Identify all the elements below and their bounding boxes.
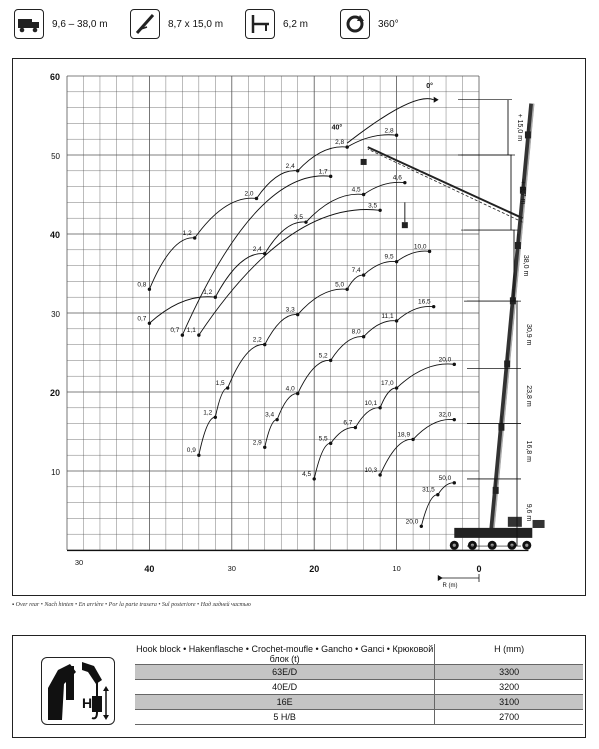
boom-dimension-label: 30,9 m	[525, 324, 532, 346]
spec-max-boom-value: 9,6 – 38,0 m	[52, 18, 108, 30]
load-point	[436, 493, 439, 496]
load-point-label: 20,0	[438, 356, 452, 364]
hook-block-cell: 63E/D	[135, 665, 435, 680]
load-point	[453, 363, 456, 366]
hook-block-table-box	[12, 635, 586, 738]
load-point-label: 0,8	[137, 281, 147, 289]
hook-block	[498, 424, 504, 431]
load-point-label: 20,0	[405, 518, 419, 526]
crane-chassis	[454, 528, 532, 538]
load-point-label: 5,5	[318, 435, 328, 443]
load-point-label: 0,7	[170, 327, 180, 335]
hook-block	[525, 131, 531, 138]
load-point	[411, 438, 414, 441]
load-point-label: 7,4	[351, 267, 361, 275]
load-point	[395, 319, 398, 322]
radius-arrow-head	[438, 575, 443, 581]
load-point	[193, 236, 196, 239]
load-point	[313, 477, 316, 480]
x-tick-label-major: 0	[476, 564, 482, 574]
hook-block-cell: 16E	[135, 695, 435, 710]
y-tick-label-minor: 10	[51, 468, 60, 477]
table-row	[135, 710, 583, 725]
load-point	[148, 288, 151, 291]
load-point-label: 0,9	[186, 447, 196, 455]
boom-dimension-label: + 8,7 m	[519, 180, 526, 205]
y-tick-label-minor: 50	[51, 152, 60, 161]
load-point-label: 1,2	[182, 229, 192, 237]
load-point-label: 4,5	[302, 470, 312, 478]
load-point-label: 1,5	[215, 380, 225, 388]
load-point	[395, 134, 398, 137]
table-header-row	[135, 644, 583, 665]
load-point	[420, 525, 423, 528]
hook-block	[493, 487, 499, 494]
load-point-label: 3,5	[293, 214, 303, 222]
load-point-label: 3,5	[368, 202, 378, 210]
load-point-label: 2,4	[285, 162, 295, 170]
angle-arc	[347, 99, 434, 144]
y-tick-label-major: 40	[49, 230, 60, 240]
load-point	[432, 305, 435, 308]
x-tick-label-major: 40	[144, 564, 155, 574]
hook-block-cell: 40E/D	[135, 680, 435, 695]
spec-outrigger	[245, 8, 308, 40]
load-point	[395, 386, 398, 389]
load-point	[296, 392, 299, 395]
load-point-label: 2,4	[252, 245, 262, 253]
footnote-over-rear: ▪ Over rear • Nach hinten • En arrière • Por la parte trasera • Sul posteriore • Над задней частью	[12, 602, 251, 608]
load-point	[304, 220, 307, 223]
load-point	[329, 175, 332, 178]
wheel-hub	[525, 544, 528, 547]
height-cell: 2700	[435, 710, 583, 725]
height-cell: 3200	[435, 680, 583, 695]
spec-max-boom	[14, 8, 108, 40]
angle-label-40: 40°	[331, 124, 343, 132]
load-point-label: 0,7	[137, 315, 147, 323]
load-point	[181, 333, 184, 336]
footnote-text: Over rear • Nach hinten • En arrière • Por la parte trasera • Sul posteriore • Над задней частью	[15, 602, 251, 608]
load-point	[275, 418, 278, 421]
load-point	[428, 250, 431, 253]
y-tick-label-major: 60	[49, 72, 60, 82]
load-point	[378, 406, 381, 409]
telescopic-boom-icon	[130, 9, 160, 39]
load-point-label: 4,0	[285, 385, 295, 393]
jib-hook-block	[402, 222, 408, 228]
load-point-label: 18,9	[397, 431, 411, 439]
spec-rotation	[340, 8, 399, 40]
height-cell: 3300	[435, 665, 583, 680]
header-hook-block: Hook block • Hakenflasche • Crochet-moufle • Gancho • Ganci • Крюковой блок (t)	[136, 644, 434, 664]
load-point	[453, 481, 456, 484]
load-point	[263, 446, 266, 449]
spec-jib	[130, 8, 223, 40]
boom-dimension-label: 16,8 m	[525, 440, 532, 462]
angle-arrow	[434, 97, 439, 103]
x-tick-label-major: 20	[309, 564, 320, 574]
boom-length-dimensions	[458, 100, 532, 546]
boom-dimension-label: 23,8 m	[525, 385, 532, 407]
load-point-label: 31,5	[422, 486, 435, 494]
outrigger-base-icon	[245, 9, 275, 39]
load-point	[148, 322, 151, 325]
table-row	[135, 680, 583, 695]
table-row	[135, 695, 583, 710]
load-point	[296, 313, 299, 316]
hook-block	[515, 242, 521, 249]
load-point	[362, 335, 365, 338]
y-tick-label-minor: 30	[51, 310, 60, 319]
load-point	[378, 209, 381, 212]
load-point-label: 16,5	[418, 298, 431, 306]
y-tick-label-major: 20	[49, 388, 60, 398]
header-height: H (mm)	[435, 644, 583, 665]
wheel-hub	[453, 544, 456, 547]
load-curve	[380, 419, 454, 475]
load-point	[214, 296, 217, 299]
load-point-label: 4,6	[392, 174, 402, 182]
hook-block-cell: 5 H/B	[135, 710, 435, 725]
height-cell: 3100	[435, 695, 583, 710]
load-point	[354, 426, 357, 429]
load-point	[362, 193, 365, 196]
truck-front-icon	[14, 9, 44, 39]
load-point-label: 3,4	[265, 411, 275, 419]
load-point	[403, 181, 406, 184]
chart-axis-labels	[50, 72, 482, 589]
table-row	[135, 665, 583, 680]
load-point-label: 6,7	[343, 419, 353, 427]
boom-dimension-label: + 15,0 m	[516, 113, 523, 142]
load-point-label: 32,0	[438, 411, 452, 419]
load-point-label: 2,8	[384, 127, 394, 135]
x-tick-label-minor: 30	[227, 564, 236, 573]
load-point	[214, 416, 217, 419]
load-point-label: 2,8	[335, 139, 345, 147]
load-point	[255, 197, 258, 200]
boom-highlight	[493, 104, 533, 535]
load-chart	[12, 58, 586, 596]
load-point-label: 8,0	[351, 328, 361, 336]
load-point	[329, 359, 332, 362]
boom	[491, 104, 531, 535]
load-point-label: 17,0	[380, 380, 394, 388]
load-point-label: 10,3	[364, 466, 378, 474]
load-points	[137, 127, 456, 528]
crane-front	[533, 520, 545, 528]
jib-lattice	[368, 149, 523, 222]
load-point	[345, 145, 348, 148]
spec-rotation-value: 360°	[378, 18, 399, 30]
hook-block-icon	[41, 657, 115, 725]
load-point-label: 1,1	[186, 327, 196, 335]
crane-cab	[508, 517, 522, 527]
load-point-label: 9,5	[384, 253, 394, 261]
load-point	[362, 273, 365, 276]
load-point	[296, 169, 299, 172]
angle-label-0: 0°	[426, 82, 433, 90]
load-point-label: 10,0	[413, 243, 427, 251]
boom-dimension-label: 9,6 m	[525, 503, 532, 522]
boom-dimension-label: 38,0 m	[522, 254, 529, 277]
hook-block-table	[135, 644, 583, 725]
load-point	[197, 333, 200, 336]
load-point	[453, 418, 456, 421]
spec-jib-value: 8,7 x 15,0 m	[168, 18, 224, 30]
x-tick-label-minor: 10	[392, 564, 401, 573]
load-point-label: 5,2	[318, 352, 328, 360]
load-point	[197, 454, 200, 457]
load-point	[378, 473, 381, 476]
load-point-label: 4,5	[351, 186, 361, 194]
load-point	[345, 288, 348, 291]
load-point-label: 5,0	[335, 281, 345, 289]
load-point-label: 3,3	[285, 306, 295, 314]
load-curve	[149, 182, 404, 323]
load-point	[263, 343, 266, 346]
hook-block	[504, 361, 510, 368]
hook-height-letter: H	[82, 695, 93, 711]
jib-hook-block	[361, 159, 367, 165]
load-point-label: 11,1	[381, 312, 394, 320]
load-point-label: 1,2	[203, 409, 213, 417]
x-tick-label-minor: 30	[74, 558, 84, 567]
load-point-label: 2,0	[244, 190, 254, 198]
load-point-label: 2,9	[252, 439, 262, 447]
x-axis-title: R (m)	[442, 583, 458, 589]
load-point-label: 2,2	[252, 336, 262, 344]
load-point-label: 50,0	[438, 474, 452, 482]
rotation-360-icon	[340, 9, 370, 39]
load-point	[226, 386, 229, 389]
load-point	[263, 252, 266, 255]
load-point-label: 1,2	[203, 289, 213, 297]
load-point	[329, 442, 332, 445]
load-point-label: 10,1	[364, 399, 378, 407]
load-point	[395, 260, 398, 263]
spec-outrigger-value: 6,2 m	[283, 18, 309, 30]
load-point-label: 1,7	[318, 168, 328, 176]
